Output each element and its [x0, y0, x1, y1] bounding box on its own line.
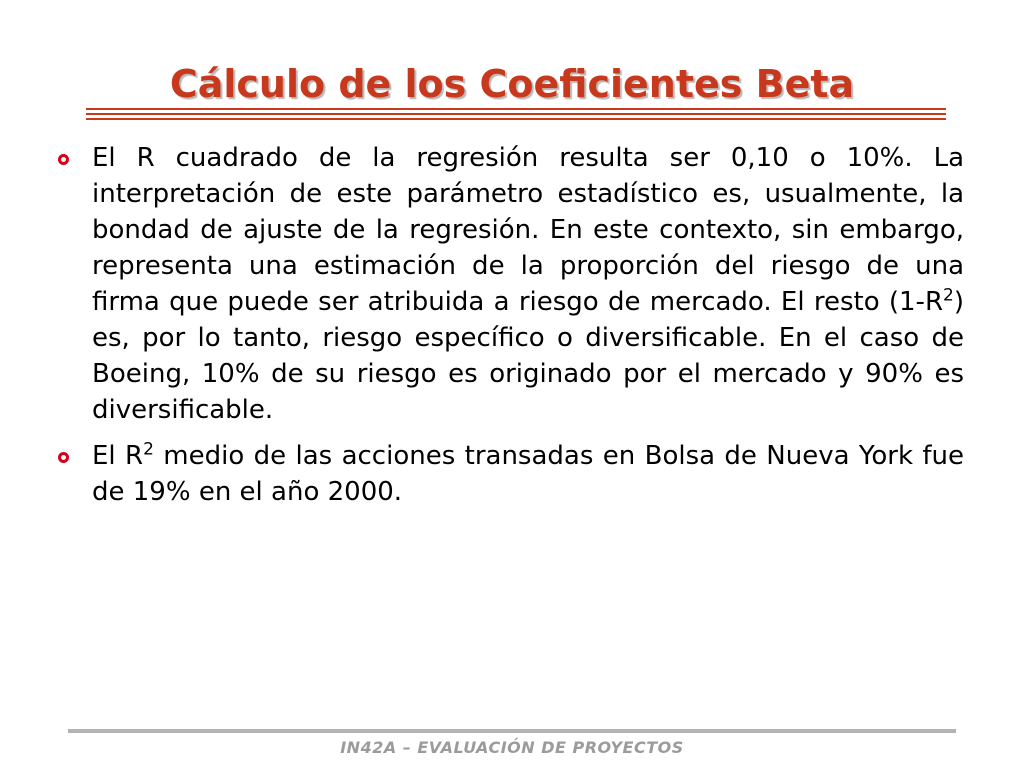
bullet-text-part: El R cuadrado de la regresión resulta ser 0,10 o 10%. La interpretación de este parámetro estadístico es, usualmente, la bondad de ajuste de la regresión. En este contexto, sin embargo, representa una estimación de la proporción del riesgo de una firma que puede ser atribuida a riesgo de mercado. El resto (1-R [92, 143, 964, 317]
title-underline-line-2 [86, 113, 946, 115]
title-underline-line-3 [86, 118, 946, 120]
superscript: 2 [943, 285, 954, 306]
footer-divider [68, 729, 956, 733]
bullet-text-part: ) es, por lo tanto, riesgo específico o diversificable. En el caso de Boeing, 10% de su riesgo es originado por el mercado y 90% es diversificable. [92, 287, 964, 425]
bullet-text-part: El R [92, 441, 144, 471]
bullet-list [58, 140, 964, 520]
bullet-icon [58, 154, 69, 165]
title-underline-line-1 [86, 108, 946, 110]
bullet-item-nyse-average [58, 438, 964, 510]
bullet-text [92, 143, 964, 425]
title-underline [86, 108, 946, 122]
superscript: 2 [143, 439, 154, 460]
slide-title: Cálculo de los Coeficientes Beta [169, 62, 855, 106]
footer-text: IN42A – EVALUACIÓN DE PROYECTOS [340, 738, 684, 757]
bullet-item-r-squared [58, 140, 964, 428]
bullet-text-part: medio de las acciones transadas en Bolsa de Nueva York fue de 19% en el año 2000. [92, 441, 964, 507]
bullet-text [92, 441, 964, 507]
bullet-icon [58, 452, 69, 463]
